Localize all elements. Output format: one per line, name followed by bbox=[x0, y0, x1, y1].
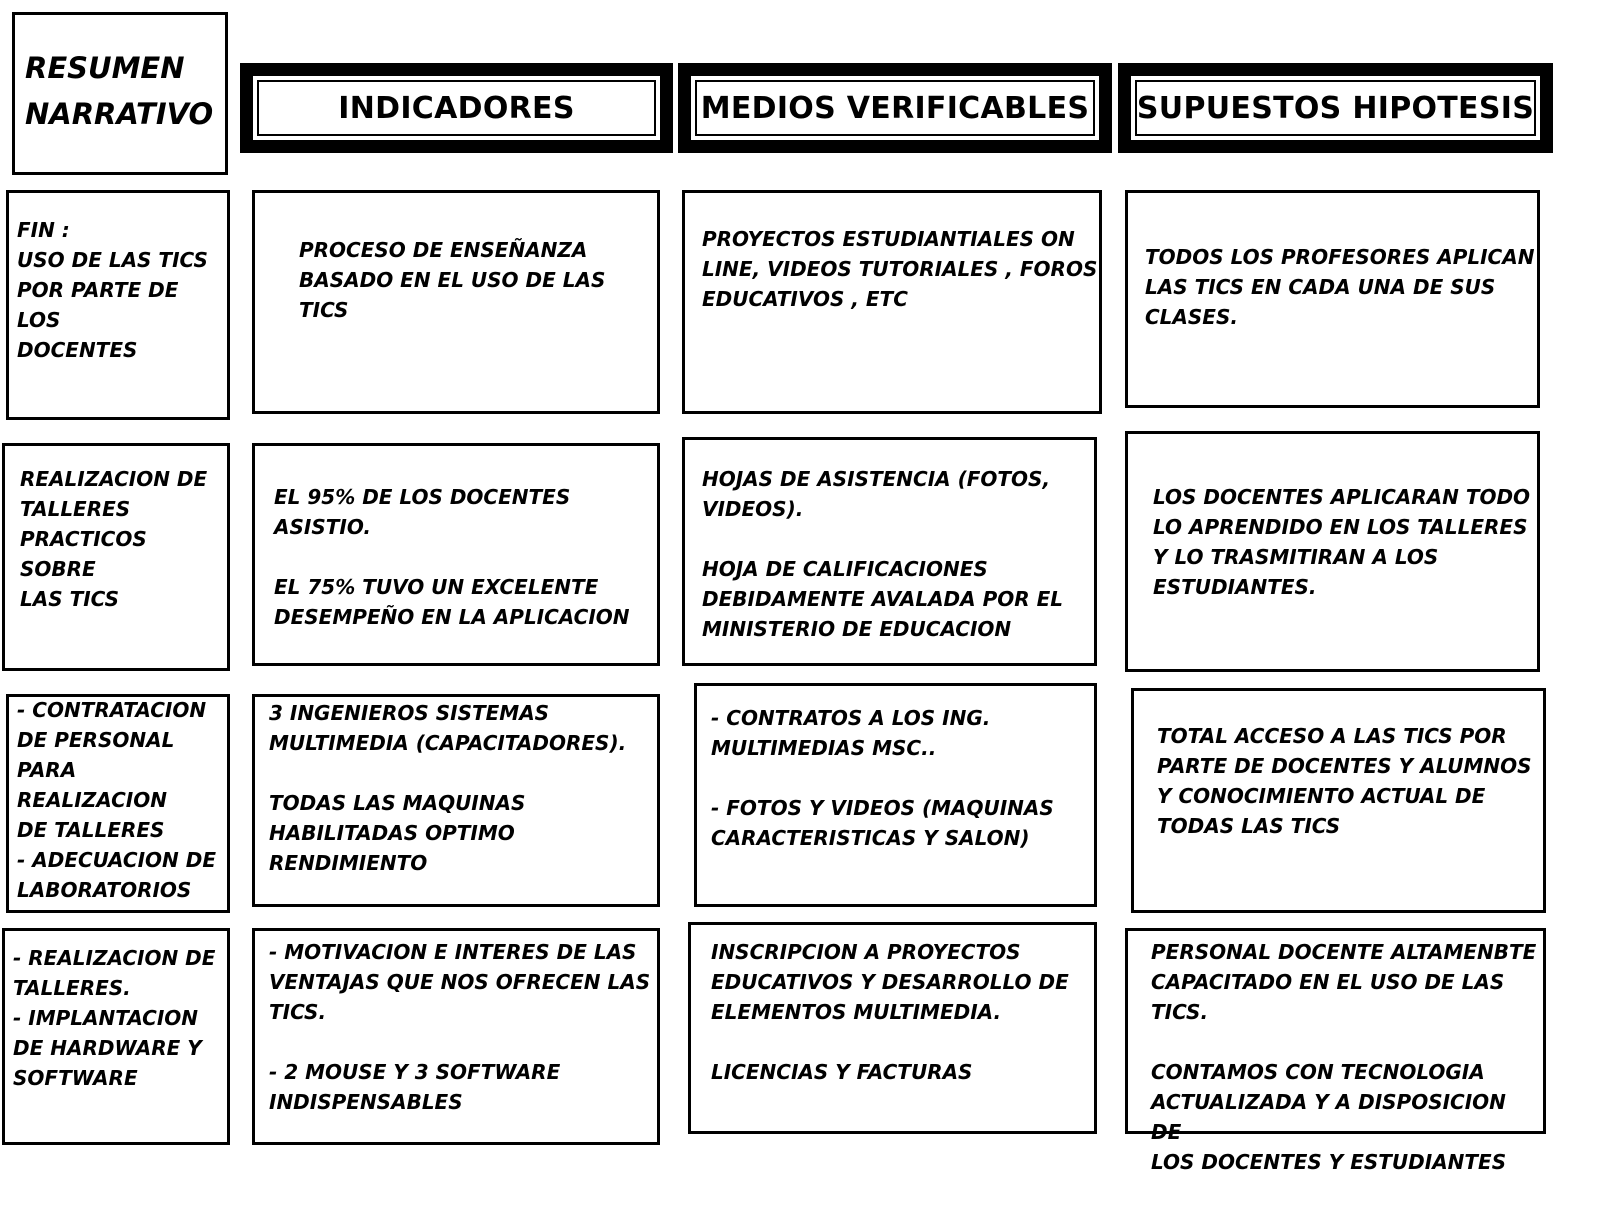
row3-supuestos-box bbox=[1131, 688, 1546, 913]
row1-indicadores-box bbox=[252, 190, 660, 414]
row4-supuestos-box bbox=[1125, 928, 1546, 1174]
row4-medios-text: INSCRIPCION A PROYECTOS EDUCATIVOS Y DESARROLLO DE ELEMENTOS MULTIMEDIA. LICENCIAS Y FACTURAS bbox=[711, 940, 1069, 1084]
row4-indicadores-text: - MOTIVACION E INTERES DE LAS VENTAJAS QUE NOS OFRECEN LAS TICS. - 2 MOUSE Y 3 SOFTWARE INDISPENSABLES bbox=[269, 940, 651, 1114]
row1-supuestos-text: TODOS LOS PROFESORES APLICAN LAS TICS EN CADA UNA DE SUS CLASES. bbox=[1145, 245, 1535, 329]
row4-medios-box bbox=[688, 922, 1097, 1134]
page-title: RESUMEN NARRATIVO bbox=[25, 51, 214, 131]
row1-medios-text: PROYECTOS ESTUDIANTIALES ON LINE, VIDEOS TUTORIALES , FOROS EDUCATIVOS , ETC bbox=[702, 227, 1098, 311]
header-medios-inner bbox=[695, 80, 1095, 136]
row2-indicadores-box bbox=[252, 443, 660, 666]
row3-indicadores-text: 3 INGENIEROS SISTEMAS MULTIMEDIA (CAPACITADORES). TODAS LAS MAQUINAS HABILITADAS OPTIMO RENDIMIENTO bbox=[269, 701, 627, 875]
row4-resumen-text: - REALIZACION DE TALLERES. - IMPLANTACION DE HARDWARE Y SOFTWARE bbox=[13, 946, 216, 1090]
header-supuestos bbox=[1118, 63, 1553, 153]
header-medios bbox=[678, 63, 1112, 153]
row3-medios-box bbox=[694, 683, 1097, 907]
row3-indicadores-box bbox=[252, 694, 660, 907]
row2-medios-text: HOJAS DE ASISTENCIA (FOTOS, VIDEOS). HOJA DE CALIFICACIONES DEBIDAMENTE AVALADA POR EL MINISTERIO DE EDUCACION bbox=[702, 467, 1064, 641]
title-box bbox=[12, 12, 228, 175]
header-supuestos-label: SUPUESTOS HIPOTESIS bbox=[1136, 90, 1535, 126]
row1-supuestos-box bbox=[1125, 190, 1540, 408]
row3-supuestos-text: TOTAL ACCESO A LAS TICS POR PARTE DE DOCENTES Y ALUMNOS Y CONOCIMIENTO ACTUAL DE TODAS LAS TICS bbox=[1157, 724, 1532, 838]
header-supuestos-inner bbox=[1135, 80, 1536, 136]
header-indicadores-inner bbox=[257, 80, 656, 136]
row4-supuestos-text: PERSONAL DOCENTE ALTAMENBTE CAPACITADO EN EL USO DE LAS TICS. CONTAMOS CON TECNOLOGIA ACTUALIZADA Y A DISPOSICION DE LOS DOCENTES Y ESTUDIANTES bbox=[1151, 940, 1537, 1174]
row2-indicadores-text: EL 95% DE LOS DOCENTES ASISTIO. EL 75% TUVO UN EXCELENTE DESEMPEÑO EN LA APLICACION bbox=[274, 485, 630, 629]
row2-medios-box bbox=[682, 437, 1097, 666]
header-medios-label: MEDIOS VERIFICABLES bbox=[700, 90, 1090, 126]
row2-resumen-box bbox=[2, 443, 230, 671]
row3-medios-text: - CONTRATOS A LOS ING. MULTIMEDIAS MSC.. - FOTOS Y VIDEOS (MAQUINAS CARACTERISTICAS Y SALON) bbox=[711, 706, 1054, 850]
header-indicadores bbox=[240, 63, 673, 153]
row2-resumen-text: REALIZACION DE TALLERES PRACTICOS SOBRE LAS TICS bbox=[20, 467, 208, 611]
row3-resumen-box bbox=[6, 694, 230, 913]
row1-resumen-box bbox=[6, 190, 230, 420]
header-indicadores-label: INDICADORES bbox=[338, 90, 575, 126]
row1-medios-box bbox=[682, 190, 1102, 414]
row1-resumen-text: FIN : USO DE LAS TICS POR PARTE DE LOS DOCENTES bbox=[17, 218, 208, 362]
row1-indicadores-text: PROCESO DE ENSEÑANZA BASADO EN EL USO DE LAS TICS bbox=[299, 238, 606, 322]
row3-resumen-text: - CONTRATACION DE PERSONAL PARA REALIZACION DE TALLERES - ADECUACION DE LABORATORIOS bbox=[17, 698, 216, 902]
row4-indicadores-box bbox=[252, 928, 660, 1145]
row2-supuestos-box bbox=[1125, 431, 1540, 672]
row4-resumen-box bbox=[2, 928, 230, 1145]
row2-supuestos-text: LOS DOCENTES APLICARAN TODO LO APRENDIDO EN LOS TALLERES Y LO TRASMITIRAN A LOS ESTUDIANTES. bbox=[1153, 485, 1531, 599]
